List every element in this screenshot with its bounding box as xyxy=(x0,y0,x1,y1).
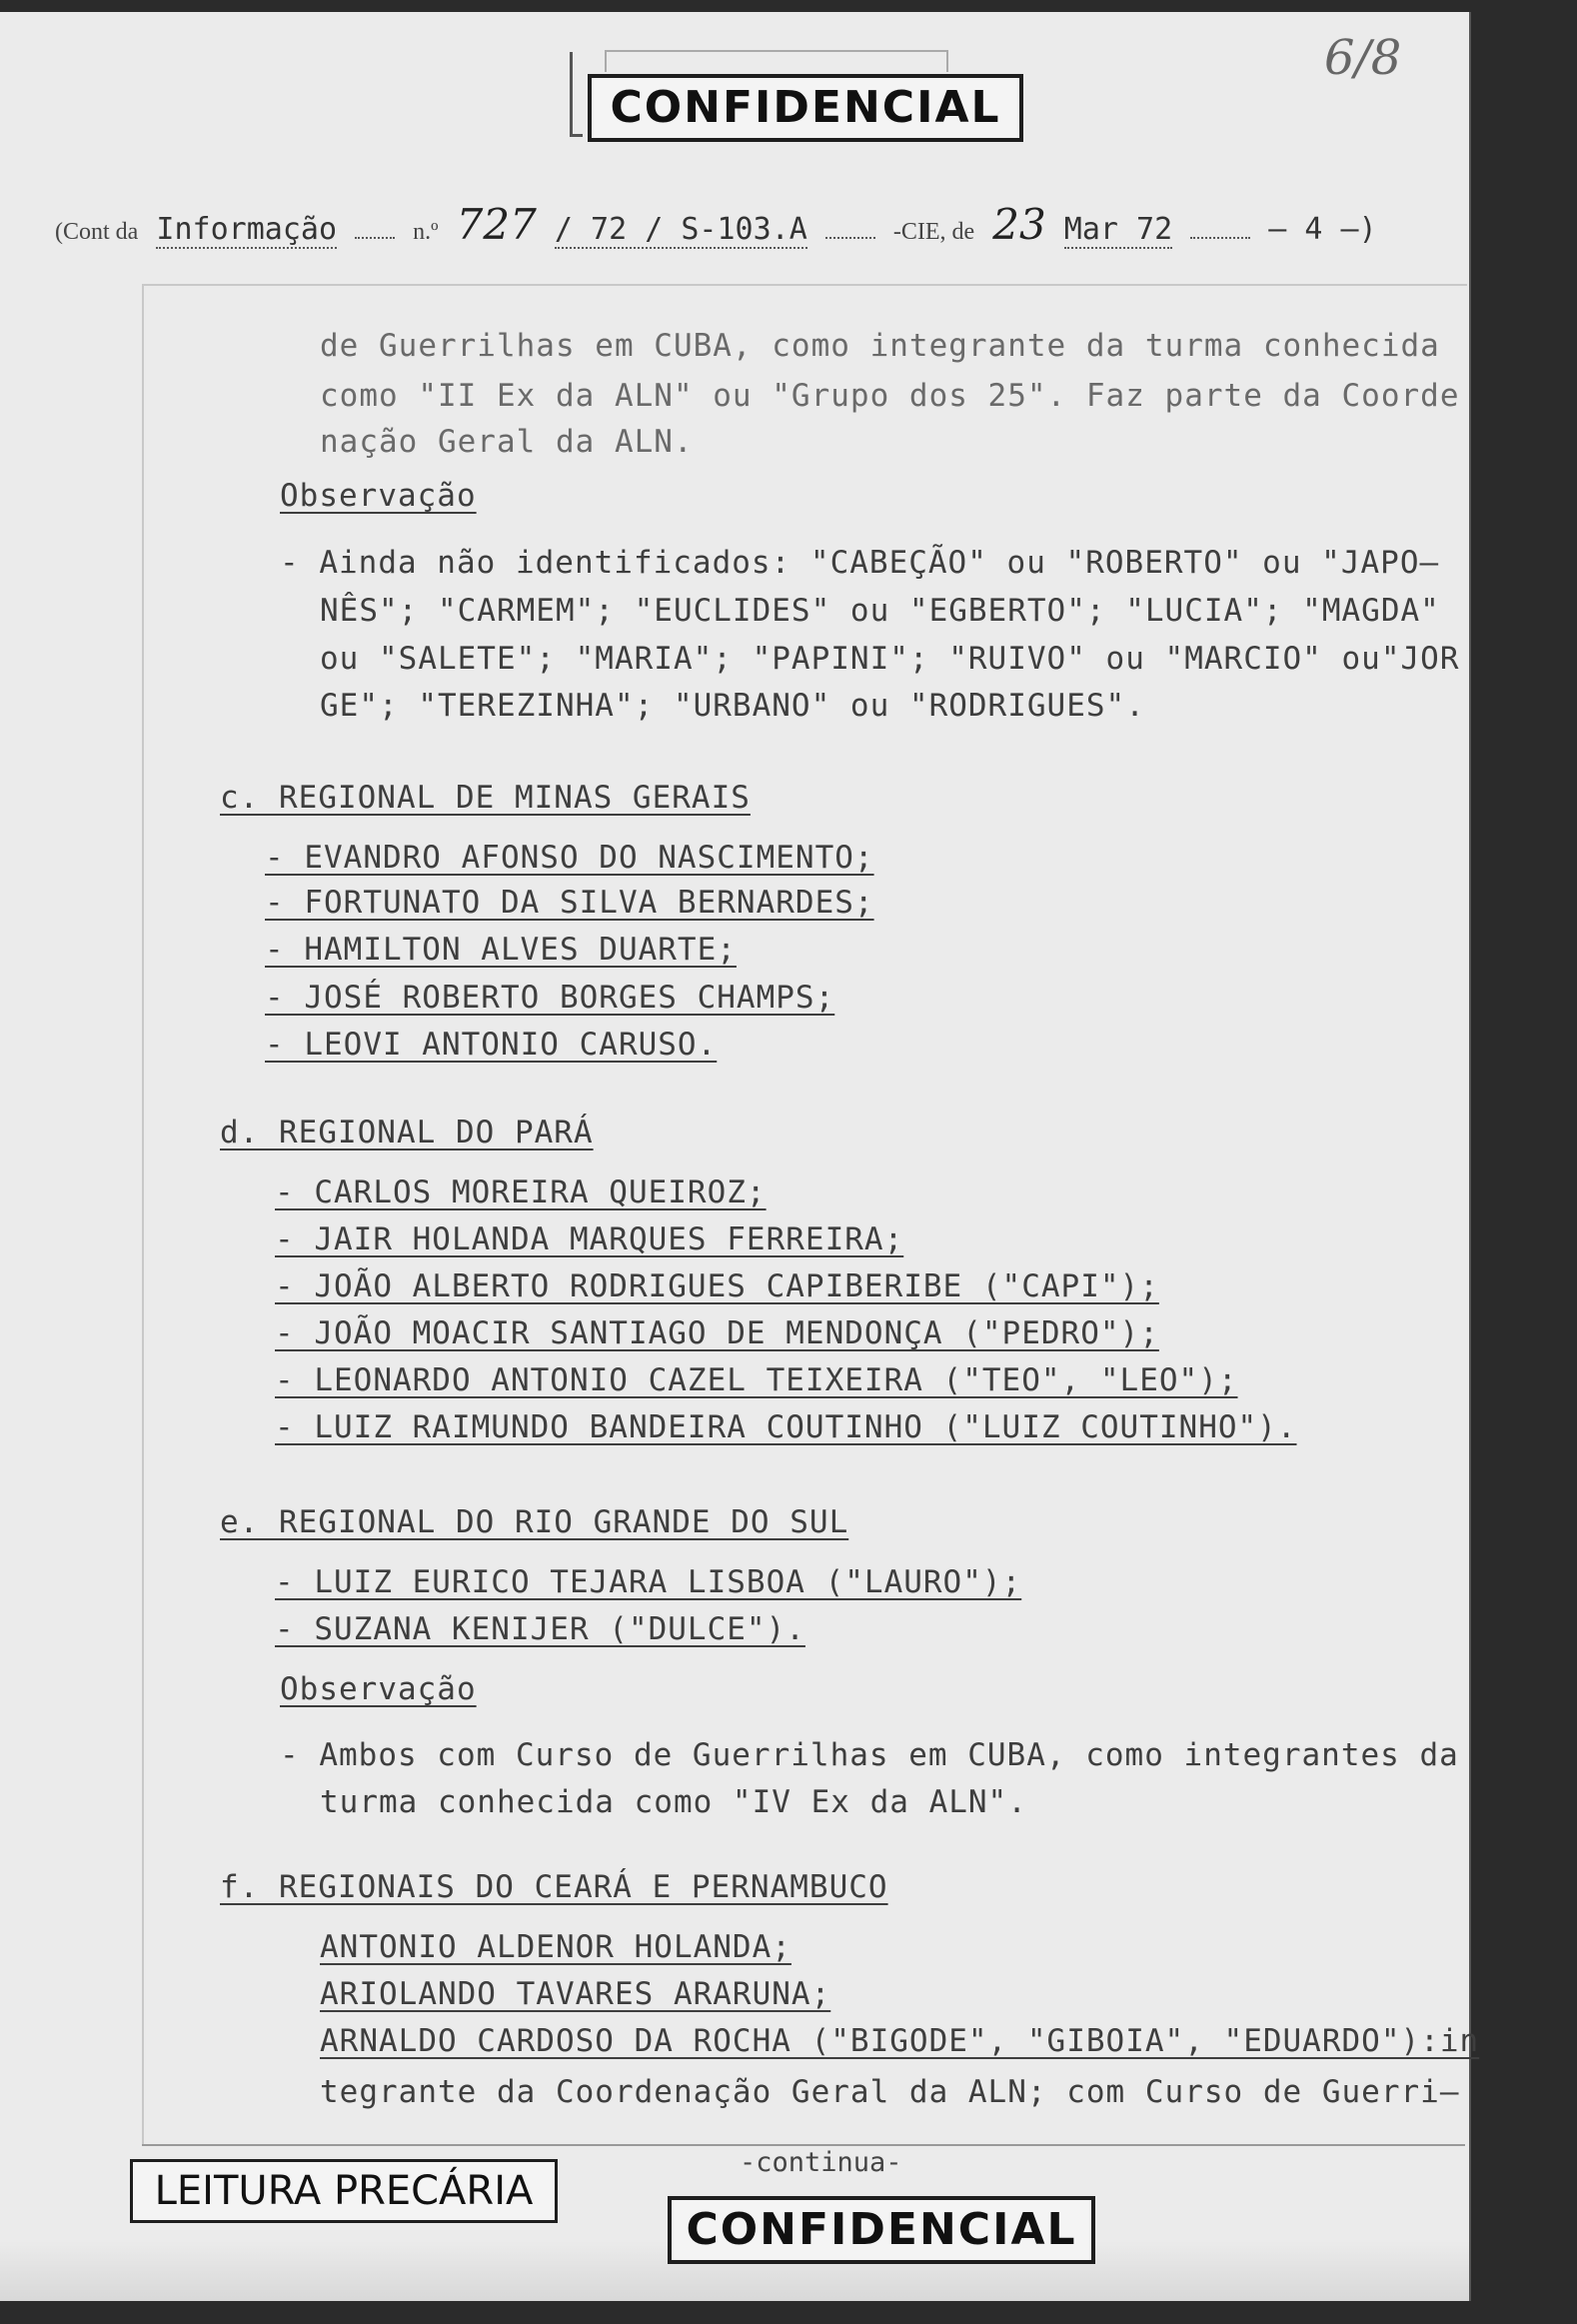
reading-quality-stamp: LEITURA PRECÁRIA xyxy=(130,2159,558,2223)
document-header xyxy=(55,200,1474,249)
header-cont: (Cont da xyxy=(55,219,139,245)
header-info-label: Informação xyxy=(156,212,338,247)
text-line: NÊS"; "CARMEM"; "EUCLIDES" ou "EGBERTO"; "LUCIA"; "MAGDA" xyxy=(320,593,1440,629)
section-heading: Observação xyxy=(280,1671,477,1707)
list-item: - JOÃO MOACIR SANTIAGO DE MENDONÇA ("PEDRO"); xyxy=(275,1315,1159,1351)
handwritten-day: 23 xyxy=(992,200,1046,249)
list-item: - LEOVI ANTONIO CARUSO. xyxy=(265,1027,718,1063)
list-item: - HAMILTON ALVES DUARTE; xyxy=(265,932,737,968)
section-heading: d. REGIONAL DO PARÁ xyxy=(220,1115,594,1151)
section-heading: c. REGIONAL DE MINAS GERAIS xyxy=(220,780,751,816)
list-item: ARIOLANDO TAVARES ARARUNA; xyxy=(320,1976,831,2012)
header-page-number: — 4 —) xyxy=(1268,212,1377,247)
text-line: turma conhecida como "IV Ex da ALN". xyxy=(320,1784,1027,1820)
ghost-stamp-outline xyxy=(605,50,948,72)
list-item: - CARLOS MOREIRA QUEIROZ; xyxy=(275,1174,767,1210)
confidential-stamp-bottom: CONFIDENCIAL xyxy=(668,2196,1095,2264)
text-line: como "II Ex da ALN" ou "Grupo dos 25". Faz parte da Coorde xyxy=(320,378,1460,414)
section-heading: Observação xyxy=(280,478,477,514)
handwritten-info-number: 727 xyxy=(456,200,537,249)
list-item: - LUIZ RAIMUNDO BANDEIRA COUTINHO ("LUIZ COUTINHO"). xyxy=(275,1409,1297,1445)
list-item: - LEONARDO ANTONIO CAZEL TEIXEIRA ("TEO", "LEO"); xyxy=(275,1362,1238,1398)
section-heading: f. REGIONAIS DO CEARÁ E PERNAMBUCO xyxy=(220,1869,888,1905)
text-line: de Guerrilhas em CUBA, como integrante da turma conhecida xyxy=(320,328,1440,364)
text-line: GE"; "TEREZINHA"; "URBANO" ou "RODRIGUES". xyxy=(320,688,1145,724)
list-item: - JOSÉ ROBERTO BORGES CHAMPS; xyxy=(265,980,835,1016)
header-dots xyxy=(355,237,395,239)
header-cie: -CIE, de xyxy=(892,219,975,245)
stamp-bracket xyxy=(570,52,583,137)
header-month-year: Mar 72 xyxy=(1063,212,1173,247)
continua-note: -continua- xyxy=(740,2147,902,2178)
text-line: nação Geral da ALN. xyxy=(320,424,694,460)
header-dots-2 xyxy=(825,237,875,239)
section-heading: e. REGIONAL DO RIO GRANDE DO SUL xyxy=(220,1504,849,1540)
list-item: - JAIR HOLANDA MARQUES FERREIRA; xyxy=(275,1221,904,1257)
text-line: - Ambos com Curso de Guerrilhas em CUBA, como integrantes da xyxy=(280,1737,1459,1773)
text-line: ou "SALETE"; "MARIA"; "PAPINI"; "RUIVO" ou "MARCIO" ou"JOR xyxy=(320,641,1460,677)
list-item: - EVANDRO AFONSO DO NASCIMENTO; xyxy=(265,840,874,876)
frame-bottom-rule xyxy=(142,2144,1465,2146)
list-item: - FORTUNATO DA SILVA BERNARDES; xyxy=(265,885,874,921)
header-no-label: n.º xyxy=(413,219,439,245)
list-item: ANTONIO ALDENOR HOLANDA; xyxy=(320,1929,791,1965)
text-line: tegrante da Coordenação Geral da ALN; com Curso de Guerri— xyxy=(320,2074,1460,2110)
list-item: - LUIZ EURICO TEJARA LISBOA ("LAURO"); xyxy=(275,1564,1022,1600)
handwritten-page-ref: 6/8 xyxy=(1324,30,1402,86)
header-dots-3 xyxy=(1190,237,1250,239)
header-year-ref: / 72 / S-103.A xyxy=(554,212,807,247)
list-item: - SUZANA KENIJER ("DULCE"). xyxy=(275,1611,805,1647)
confidential-stamp-top: CONFIDENCIAL xyxy=(588,74,1023,142)
list-item: - JOÃO ALBERTO RODRIGUES CAPIBERIBE ("CAPI"); xyxy=(275,1268,1159,1304)
list-item: ARNALDO CARDOSO DA ROCHA ("BIGODE", "GIBOIA", "EDUARDO"):in xyxy=(320,2023,1480,2059)
text-line: - Ainda não identificados: "CABEÇÃO" ou "ROBERTO" ou "JAPO— xyxy=(280,545,1440,581)
